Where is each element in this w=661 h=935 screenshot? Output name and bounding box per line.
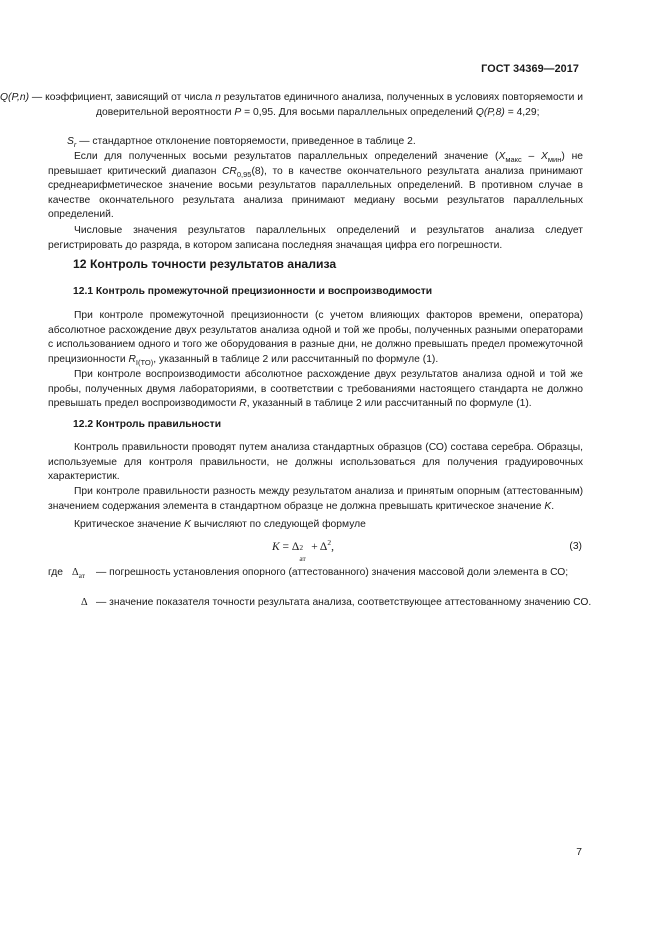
paragraph-trueness-control: Контроль правильности проводят путем анализа стандартных образцов (СО) состава серебра. Образцы, используемые для контроля правильности, не должны использоваться для получения градуировочных характеристик.	[48, 442, 583, 483]
formula-3: K = Δ 2 ат + $\Delta^2$,	[272, 538, 334, 563]
paragraph-intermediate-precision: При контроле промежуточной прецизионности (с учетом влияющих факторов времени, оператора) абсолютное расхождение двух результатов анализа одной и той же пробы, полученных разными операторами с использованием одного и того же оборудования в разные дни, не должно превышать предел промежуточной прецизионности $R_{I(TO)}$, указанный в таблице 2 или рассчитанный по формуле (1).	[48, 310, 583, 367]
paragraph-numeric-values: Числовые значения результатов параллельных определений и результатов анализа следует регистрировать до разряда, в котором записана последняя значащая цифра его погрешности.	[48, 225, 583, 251]
section-12-2-title: 12.2 Контроль правильности	[73, 419, 222, 430]
paragraph-trueness-difference: При контроле правильности разность между результатом анализа и принятым опорным (аттестованным) значением содержания элемента в стандартном образце не должна превышать критическое значение K.	[48, 486, 583, 512]
paragraph-reproducibility: При контроле воспроизводимости абсолютное расхождение двух результатов анализа одной и той же пробы, полученных двумя лабораториями, в соответствии с требованиями настоящего стандарта не должно превышать предел воспроизводимости R, указанный в таблице 2 или рассчитанный по формуле (1).	[48, 369, 583, 410]
section-12-1-title: 12.1 Контроль промежуточной прецизионности и воспроизводимости	[73, 286, 433, 297]
definition-q: Q(P,n) — коэффициент, зависящий от числа n результатов единичного анализа, полученных в условиях повторяемости и доверительной вероятности P = 0,95. Для восьми параллельных определений Q(P,8) = 4,29;	[0, 92, 584, 118]
definition-sr: $S_r$ — стандартное отклонение повторяемости, приведенное в таблице 2.	[67, 136, 416, 149]
paragraph-result-selection: Если для полученных восьми результатов параллельных определений значение $(X_{макс} - X_{мин})$ не превышает критический диапазон $CR_{0,95}(8)$, то в качестве окончательного результата анализа принимают среднеарифметическое значение восьми результатов параллельных определений. В противном случае в качестве окончательного результата анализа принимают медиану восьми результатов параллельных определений.	[48, 151, 583, 221]
paragraph-critical-value: Критическое значение K вычисляют по следующей формуле	[74, 519, 366, 530]
page-number: 7	[576, 847, 582, 858]
q-symbol: Q(P,n)	[0, 92, 29, 103]
document-page: ГОСТ 34369—2017 Q(P,n) — коэффициент, зависящий от числа n результатов единичного анализа, полученных в условиях повторяемости и доверительной вероятности P = 0,95. Для восьми параллельных определений Q(P,8) = 4,29; $S_r$ — стандартное отклонение повторяемости, приведенное в таблице 2. Если для полученных восьми результатов параллельных определений значение $(X_{макс} - X_{мин})$ не превышает критический диапазон $CR_{0,95}(8)$, то в качестве окончательного результата анализа принимают среднеарифметическое значение восьми результатов параллельных определений. В противном случае в качестве окончательного результата анализа принимают медиану восьми результатов параллельных определений. Числовые значения результатов параллельных определений и результатов анализа следует регистрировать до разряда, в котором записана последняя значащая цифра его погрешности. 12 Контроль точности результатов анализа 12.1 Контроль промежуточной прецизионности и воспроизводимости При контроле промежуточной прецизионности (с учетом влияющих факторов времени, оператора) абсолютное расхождение двух результатов анализа одной и той же пробы, полученных разными операторами с использованием одного и того же оборудования в разные дни, не должно превышать предел промежуточной прецизионности $R_{I(TO)}$, указанный в таблице 2 или рассчитанный по формуле (1). При контроле воспроизводимости абсолютное расхождение двух результатов анализа одной и той же пробы, полученных двумя лабораториями, в соответствии с требованиями настоящего стандарта не должно превышать предел воспроизводимости R, указанный в таблице 2 или рассчитанный по формуле (1). 12.2 Контроль правильности Контроль правильности проводят путем анализа стандартных образцов (СО) состава серебра. Образцы, используемые для контроля правильности, не должны использоваться для получения градуировочных характеристик. При контроле правильности разность между результатом анализа и принятым опорным (аттестованным) значением содержания элемента в стандартном образце не должна превышать критическое значение K. Критическое значение K вычисляют по следующей формуле K = Δ 2 ат + $\Delta^2$, (3) где $\Delta_{ат}$ — погрешность установления опорного (аттестованного) значения массовой доли элемента в СО; Δ — значение показателя точности результата анализа, соответствующее аттестованному значению СО. 7	[0, 0, 661, 935]
formula-number: (3)	[569, 541, 582, 552]
section-12-title: 12 Контроль точности результатов анализа	[73, 257, 337, 271]
standard-header: ГОСТ 34369—2017	[481, 63, 579, 75]
